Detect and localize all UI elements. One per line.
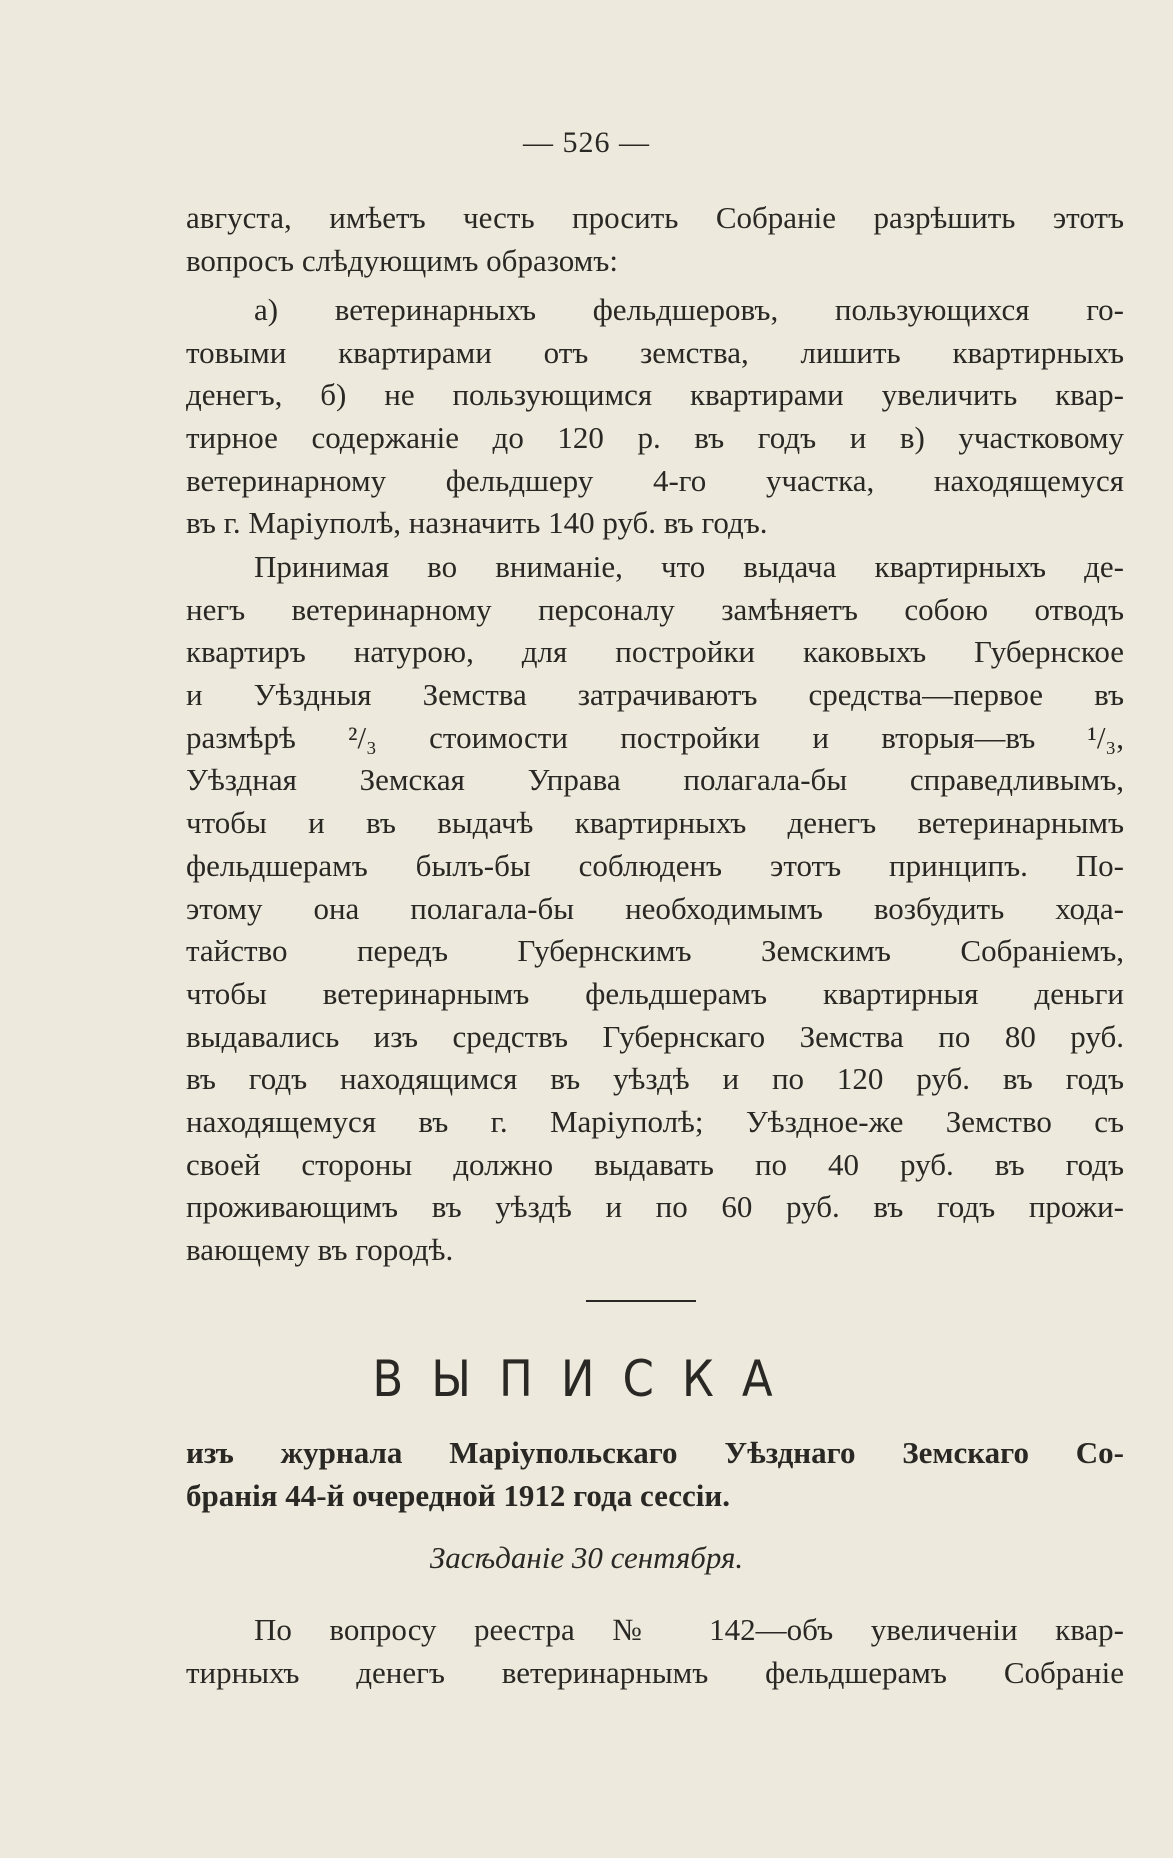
session-date: Засѣданіе 30 сентября. [429, 1540, 744, 1575]
text-line: и Уѣздныя Земства затрачиваютъ средства—первое въ [186, 677, 1124, 713]
text-line: чтобы и въ выдачѣ квартирныхъ денегъ ветеринарнымъ [186, 805, 1124, 841]
paragraph-reasoning [186, 546, 1124, 1272]
page-number: — 526 — [523, 126, 650, 159]
text-line: тирныхъ денегъ ветеринарнымъ фельдшерамъ Собраніе [186, 1654, 1124, 1690]
paragraph-intro [186, 197, 1124, 282]
subheading-line: изъ журнала Маріупольскаго Уѣзднаго Земскаго Со- [186, 1435, 1124, 1470]
section-divider [586, 1300, 696, 1302]
text-line: По вопросу реестра № 142—объ увеличеніи квар- [254, 1612, 1124, 1647]
text-line: Принимая во вниманіе, что выдача квартирныхъ де- [254, 549, 1124, 584]
text-line: фельдшерамъ былъ-бы соблюденъ этотъ принципъ. По- [186, 847, 1124, 883]
section-subheading [186, 1432, 1124, 1517]
text-line: своей стороны должно выдавать по 40 руб. въ годъ [186, 1146, 1124, 1182]
text-line: негъ ветеринарному персоналу замѣняетъ собою отводъ [186, 591, 1124, 627]
text-line: проживающимъ въ уѣздѣ и по 60 руб. въ годъ прожи- [186, 1189, 1124, 1225]
text-line: денегъ, б) не пользующимся квартирами увеличить квар- [186, 377, 1124, 413]
paragraph-resolution [186, 1609, 1124, 1694]
text-line: этому она полагала-бы необходимымъ возбудить хода- [186, 890, 1124, 926]
text-line: вающему въ городѣ. [186, 1232, 454, 1267]
text-line: товыми квартирами отъ земства, лишить квартирныхъ [186, 334, 1124, 370]
text-line: ветеринарному фельдшеру 4-го участка, находящемуся [186, 462, 1124, 498]
text-line: августа, имѣетъ честь просить Собраніе разрѣшить этотъ [186, 200, 1124, 235]
text-line: тирное содержаніе до 120 р. въ годъ и в) участковому [186, 420, 1124, 456]
text-line: а) ветеринарныхъ фельдшеровъ, пользующихся го- [254, 292, 1124, 327]
text-line: въ г. Маріуполѣ, назначить 140 руб. въ годъ. [186, 505, 768, 541]
section-heading: ВЫПИСКА [372, 1350, 801, 1408]
subheading-line: бранія 44-й очередной 1912 года сессіи. [186, 1477, 730, 1513]
text-line: Уѣздная Земская Управа полагала-бы справедливымъ, [186, 762, 1124, 798]
text-line: въ годъ находящимся въ уѣздѣ и по 120 руб. въ годъ [186, 1061, 1124, 1097]
text-line: чтобы ветеринарнымъ фельдшерамъ квартирныя деньги [186, 975, 1124, 1011]
paragraph-proposal [186, 289, 1124, 545]
text-line: тайство передъ Губернскимъ Земскимъ Собраніемъ, [186, 933, 1124, 969]
text-line: выдавались изъ средствъ Губернскаго Земства по 80 руб. [186, 1018, 1124, 1054]
text-line: размѣрѣ ²/₃ стоимости постройки и вторыя—въ ¹/₃, [186, 719, 1124, 755]
text-line: вопросъ слѣдующимъ образомъ: [186, 242, 618, 278]
text-line: находящемуся въ г. Маріуполѣ; Уѣздное-же Земство съ [186, 1103, 1124, 1139]
text-line: квартиръ натурою, для постройки каковыхъ Губернское [186, 634, 1124, 670]
